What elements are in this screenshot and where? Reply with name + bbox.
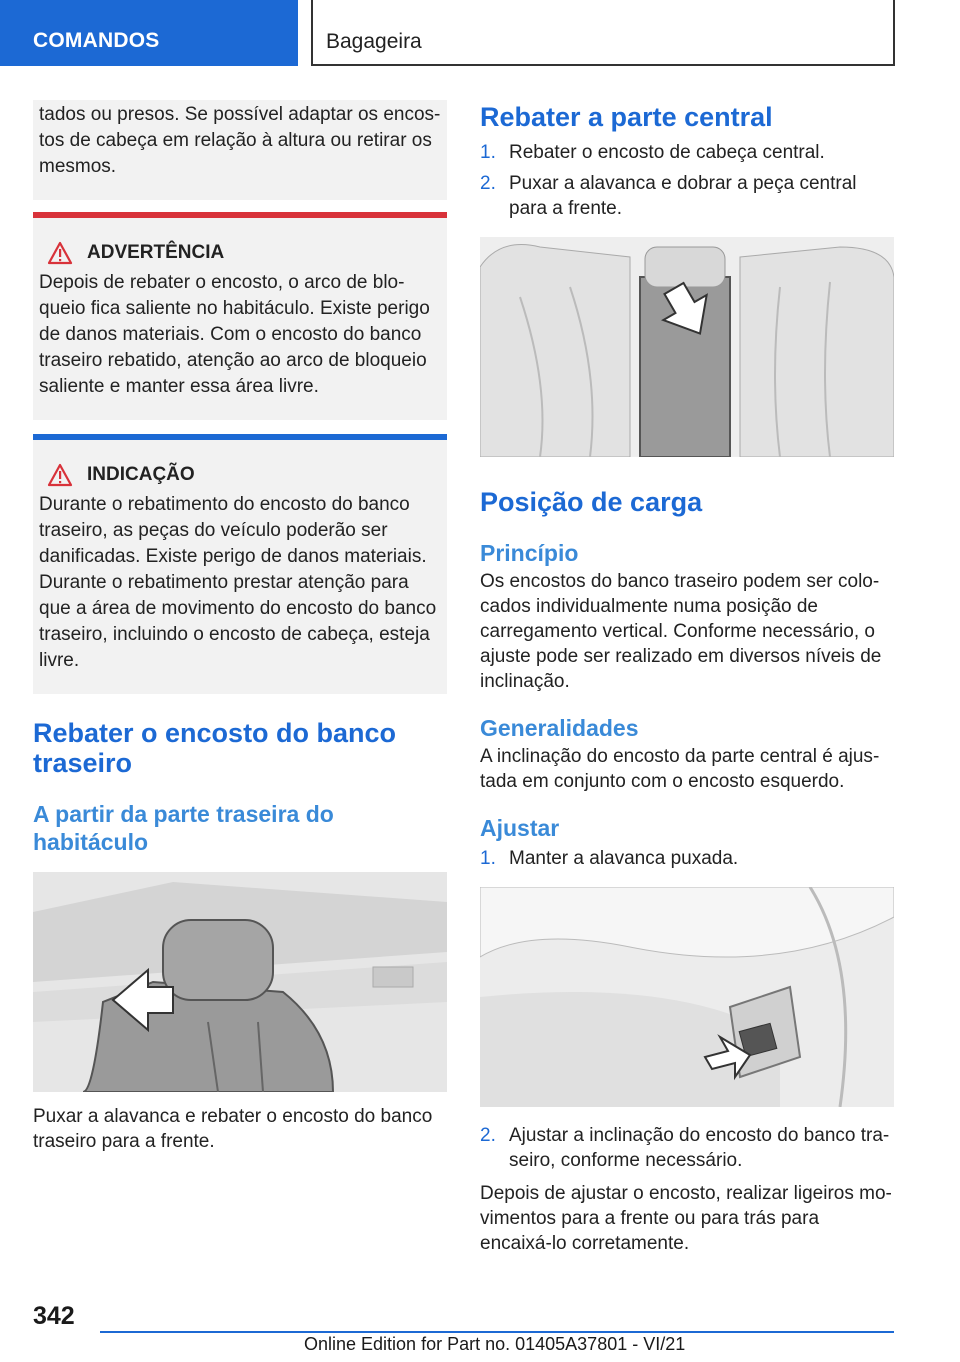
warning-header xyxy=(39,240,441,266)
principle-text: Os encostos do banco traseiro podem ser colocados individualmente numa posição de carregamento vertical. Conforme necessário, o ajuste pode ser realizado em diversos níveis de inclinação. xyxy=(480,571,882,692)
intro-text: tados ou presos. Se possível adaptar os encostos de cabeça em relação à altura ou retirar os mesmos. xyxy=(39,104,441,177)
subheading-general: Generalidades xyxy=(480,715,639,741)
adjust-steps-1 xyxy=(480,846,894,871)
notice-text: Durante o rebatimento do encosto do banco traseiro, as peças do veículo poderão ser danificadas. Existe perigo de danos materiais. Durante o rebatimento prestar atenção para que a área de movimento do encosto do banco traseiro, incluindo o encosto de cabeça, esteja livre. xyxy=(39,494,437,671)
warning-title: ADVERTÊNCIA xyxy=(87,242,225,263)
section-tab: COMANDOS xyxy=(0,0,298,66)
notice-header xyxy=(39,462,441,488)
subheading-principle: Princípio xyxy=(480,540,579,566)
rear-lever-illustration xyxy=(33,872,447,1092)
section-heading-fold-backrest: Rebater o encosto do banco traseiro xyxy=(33,718,397,778)
notice-triangle-icon xyxy=(47,463,73,487)
chapter-title: Bagageira xyxy=(326,30,422,53)
lever-pull-illustration xyxy=(480,887,894,1107)
figure-lever-pull xyxy=(480,887,894,1107)
notice-title: INDICAÇÃO xyxy=(87,464,195,485)
general-text: A inclinação do encosto da parte central é ajustada em conjunto com o encosto esquerdo. xyxy=(480,746,880,792)
step-item: 1. Manter a alavanca puxada. xyxy=(480,848,739,869)
center-backrest-illustration xyxy=(480,237,894,457)
edition-note: Online Edition for Part no. 01405A37801 - VI/21 xyxy=(304,1334,686,1354)
figure-center-backrest xyxy=(480,237,894,457)
figure-caption: Puxar a alavanca e rebater o encosto do banco traseiro para a frente. xyxy=(33,1106,433,1152)
section-heading-load-position: Posição de carga xyxy=(480,487,703,517)
section-heading-center-part: Rebater a parte central xyxy=(480,102,773,132)
center-steps xyxy=(480,140,894,221)
intro-box xyxy=(33,100,447,200)
subheading-from-rear: A partir da parte traseira do habitáculo xyxy=(33,801,334,855)
left-column xyxy=(33,100,447,1154)
footer-rule xyxy=(100,1331,894,1333)
warning-text: Depois de rebater o encosto, o arco de bloqueio fica saliente no habitáculo. Existe perigo de danos materiais. Com o encosto do banco traseiro rebatido, atenção ao arco de bloqueio saliente e manter essa área livre. xyxy=(39,272,430,397)
adjust-steps-2 xyxy=(480,1123,894,1173)
subheading-adjust: Ajustar xyxy=(480,815,560,841)
step-item: 2. Ajustar a inclinação do encosto do banco traseiro, conforme necessário. xyxy=(480,1125,890,1171)
page-header xyxy=(0,0,960,66)
step-item: 2. Puxar a alavanca e dobrar a peça central para a frente. xyxy=(480,173,857,219)
warning-box xyxy=(33,212,447,420)
right-column xyxy=(480,100,894,1256)
warning-triangle-icon xyxy=(47,241,73,265)
notice-box xyxy=(33,434,447,694)
page-number: 342 xyxy=(33,1302,75,1330)
step-item: 1. Rebater o encosto de cabeça central. xyxy=(480,142,825,163)
figure-rear-lever xyxy=(33,872,447,1092)
adjust-text: Depois de ajustar o encosto, realizar ligeiros movimentos para a frente ou para trás para encaixá-lo corretamente. xyxy=(480,1183,892,1254)
